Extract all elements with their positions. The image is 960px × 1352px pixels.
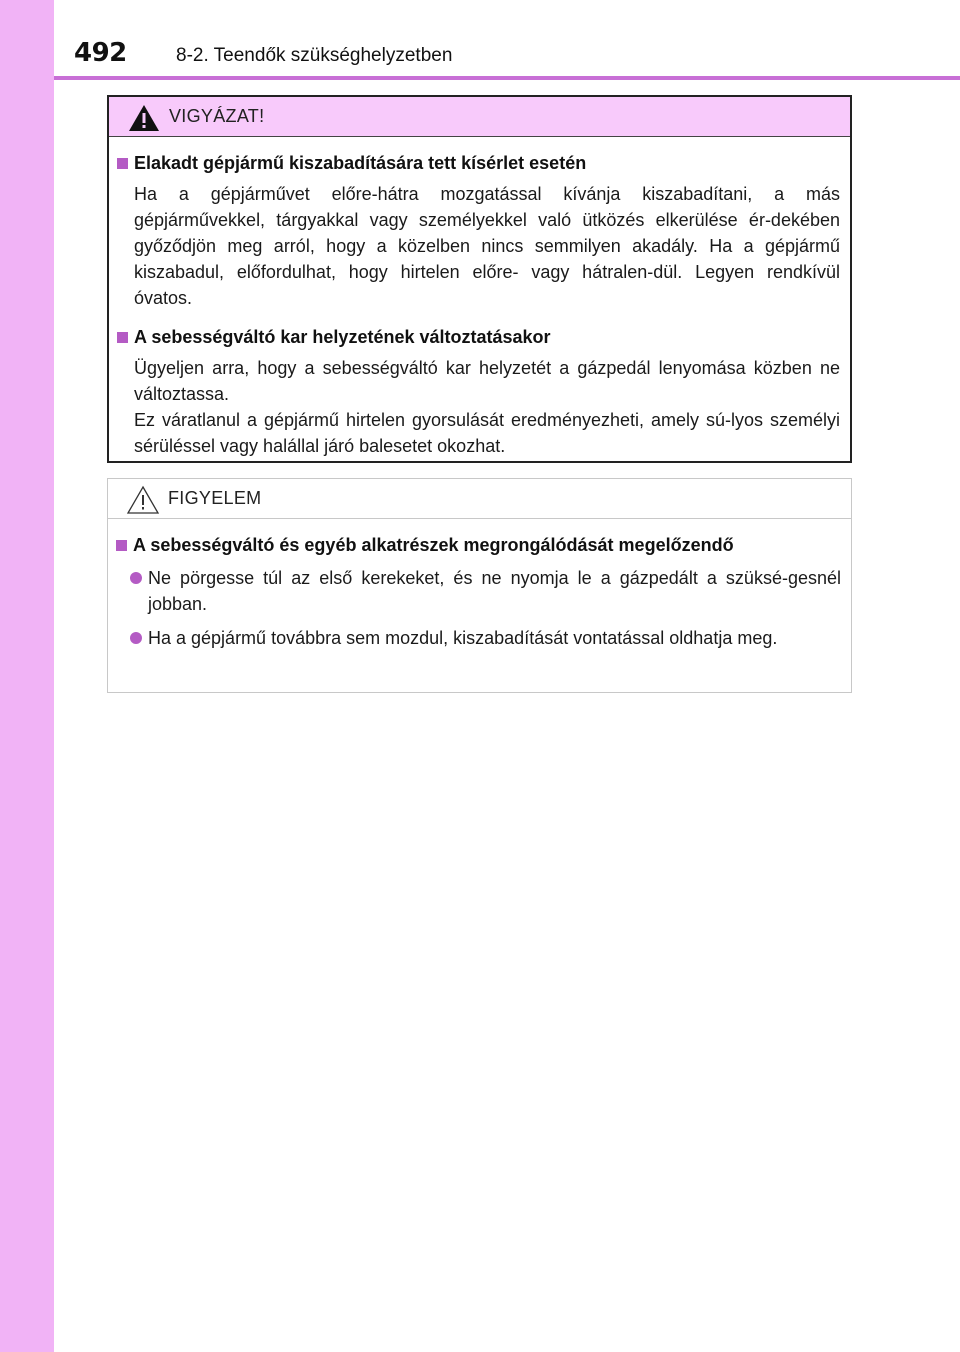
caution-body bbox=[109, 151, 850, 459]
topic-title: Elakadt gépjármű kiszabadítására tett kísérlet esetén bbox=[134, 153, 587, 173]
page-number: 492 bbox=[74, 38, 127, 68]
notice-box bbox=[107, 478, 852, 693]
round-bullet-icon bbox=[130, 632, 142, 644]
topic-paragraph: Ha a gépjárművet előre-hátra mozgatással kívánja kiszabadítani, a más gépjárművekkel, tárgyakkal vagy személyekkel való ütközés elkerülése ér-dekében győződjön meg arról, hogy a közelben nincs semmilyen akadály. Ha a gépjármű kiszabadul, előfordulhat, hogy hirtelen előre- vagy hátralen-dül. Legyen rendkívül óvatos. bbox=[134, 184, 840, 308]
caution-label: VIGYÁZAT! bbox=[169, 106, 265, 126]
list-item bbox=[130, 565, 841, 617]
notice-body bbox=[108, 533, 851, 651]
round-bullet-icon bbox=[130, 572, 142, 584]
list-item-text: Ne pörgesse túl az első kerekeket, és ne nyomja le a gázpedált a szüksé-gesnél jobban. bbox=[148, 568, 841, 614]
notice-label: FIGYELEM bbox=[168, 488, 262, 508]
square-bullet-icon bbox=[116, 540, 127, 551]
topic-title: A sebességváltó kar helyzetének változtatásakor bbox=[134, 327, 551, 347]
square-bullet-icon bbox=[117, 332, 128, 343]
square-bullet-icon bbox=[117, 158, 128, 169]
warning-triangle-filled-icon bbox=[127, 103, 161, 133]
caution-box bbox=[107, 95, 852, 463]
list-item bbox=[130, 625, 841, 651]
topic-paragraph: Ez váratlanul a gépjármű hirtelen gyorsulását eredményezheti, amely sú-lyos személyi sérüléssel vagy halállal járó balesetet okozhat. bbox=[134, 410, 840, 456]
section-title: 8-2. Teendők szükséghelyzetben bbox=[176, 45, 453, 66]
list-item-text: Ha a gépjármű továbbra sem mozdul, kiszabadítását vontatással oldhatja meg. bbox=[148, 628, 778, 648]
header-rule bbox=[54, 76, 960, 80]
caution-header bbox=[109, 97, 850, 137]
notice-topic bbox=[116, 533, 841, 651]
caution-topic bbox=[117, 325, 840, 459]
warning-triangle-outline-icon bbox=[126, 485, 160, 515]
topic-paragraph: Ügyeljen arra, hogy a sebességváltó kar helyzetét a gázpedál lenyomása közben ne változtassa. bbox=[134, 358, 840, 404]
caution-topic bbox=[117, 151, 840, 311]
side-color-strip bbox=[0, 0, 54, 1352]
notice-header bbox=[108, 479, 851, 519]
topic-title: A sebességváltó és egyéb alkatrészek megrongálódását megelőzendő bbox=[133, 535, 734, 555]
